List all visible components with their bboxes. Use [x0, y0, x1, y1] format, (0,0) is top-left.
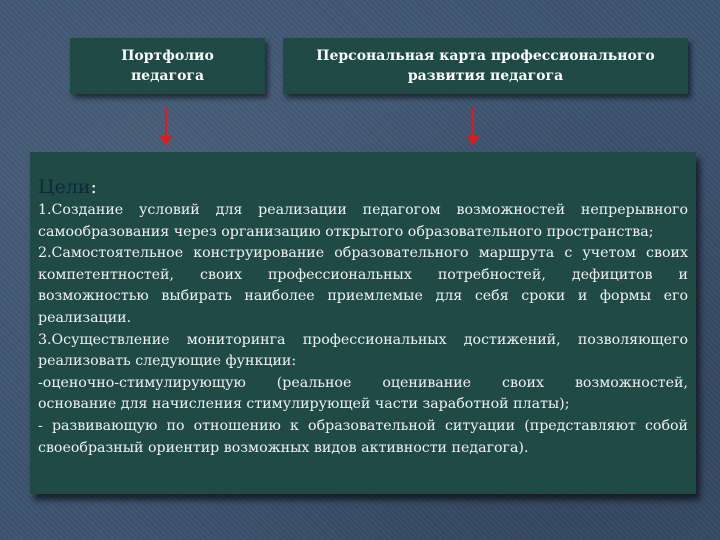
- goals-line: 2.Самостоятельное конструирование образовательного маршрута с учетом своих: [38, 245, 688, 262]
- portfolio-title-line-2: педагога: [130, 68, 205, 84]
- goals-line: - развивающую по отношению к образовательной ситуации (представляют собой: [38, 417, 688, 434]
- personal-card-title-line-2: развития педагога: [407, 68, 564, 84]
- goals-line: 3.Осуществление мониторинга профессиональных достижений, позволяющего: [38, 331, 688, 348]
- goals-line: основание для начисления стимулирующей части заработной платы);: [38, 396, 570, 413]
- goals-line: самообразования через организацию открытого образовательного пространства;: [38, 223, 654, 240]
- goals-line: 1.Создание условий для реализации педагогом возможностей непрерывного: [38, 202, 688, 218]
- goals-heading-colon: :: [90, 176, 97, 198]
- goals-line: возможностью выбирать наиболее приемлемые для себя сроки и формы его: [38, 288, 688, 305]
- goals-panel: [30, 152, 696, 494]
- personal-card-box: [283, 38, 688, 94]
- down-arrow-icon: [467, 108, 479, 146]
- goals-line: реализовать следующие функции:: [38, 353, 297, 370]
- goals-line: -оценочно-стимулирующую (реальное оценивание своих возможностей,: [38, 374, 688, 391]
- goals-line: своеобразный ориентир возможных видов активности педагога).: [38, 439, 529, 456]
- portfolio-box: [70, 38, 265, 94]
- personal-card-title-line-1: Персональная карта профессионального: [316, 48, 655, 64]
- goals-line: реализации.: [38, 309, 132, 326]
- portfolio-title-line-1: Портфолио: [121, 48, 214, 64]
- goals-heading-word: Цели: [38, 176, 91, 198]
- goals-heading: [38, 176, 688, 198]
- goals-line: компетентностей, своих профессиональных потребностей, дефицитов и: [38, 266, 688, 283]
- down-arrow-icon: [160, 108, 172, 146]
